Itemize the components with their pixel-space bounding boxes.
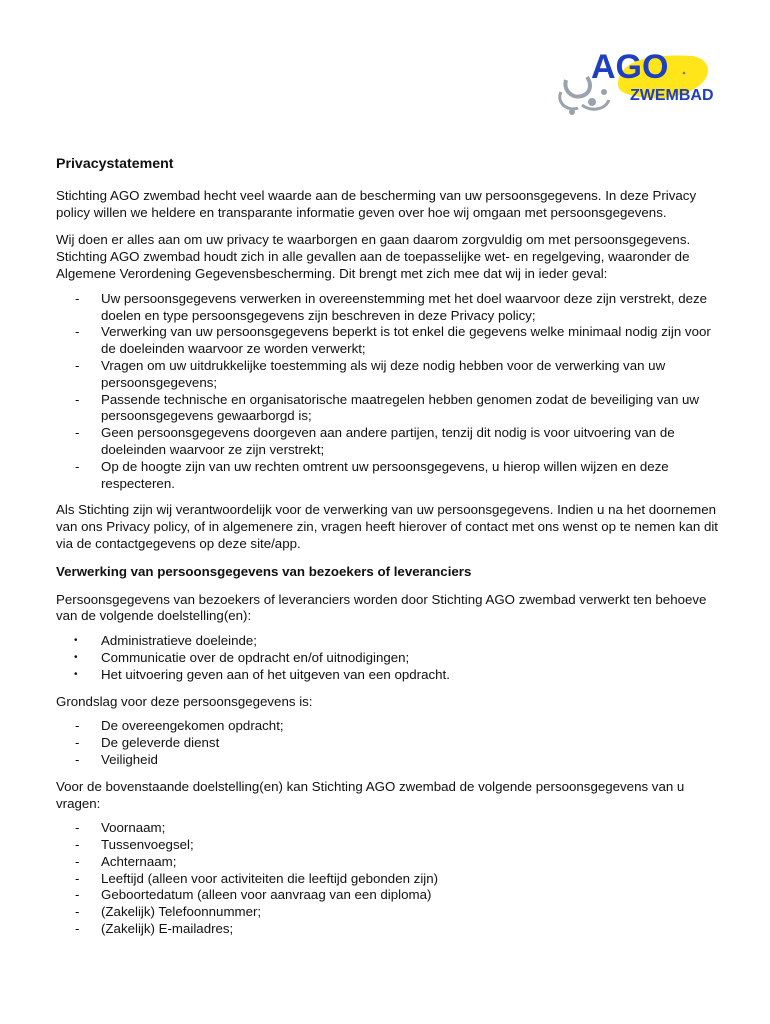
data-intro: Voor de bovenstaande doelstelling(en) kan Stichting AGO zwembad de volgende persoonsgegevens van u vragen: <box>56 778 685 811</box>
logo-secondary-text: ZWEMBAD <box>630 87 714 104</box>
requested-data-text: Achternaam; <box>101 853 177 869</box>
commitment-text: Verwerking van uw persoonsgegevens beperkt is tot enkel die gegevens welke minimaal nodig zijn voor de doeleinden waarvoor ze worden verwerkt; <box>101 324 711 357</box>
purpose-list-item <box>56 650 724 667</box>
requested-data-list-item <box>56 854 724 871</box>
commitment-list-item <box>56 324 724 358</box>
dash-marker: - <box>75 887 80 903</box>
purposes-list <box>56 633 724 683</box>
purpose-text: Communicatie over de opdracht en/of uitnodigingen; <box>101 649 410 665</box>
requested-data-text: (Zakelijk) Telefoonnummer; <box>101 904 262 920</box>
requested-data-list-item <box>56 887 724 904</box>
purpose-list-item <box>56 633 724 650</box>
dash-marker: - <box>75 391 80 407</box>
dash-marker: - <box>75 324 80 340</box>
requested-data-list <box>56 820 724 938</box>
commitment-list-item <box>56 459 724 493</box>
commitment-list-item <box>56 425 724 459</box>
dash-marker: - <box>75 357 80 373</box>
dash-marker: - <box>75 751 80 767</box>
purpose-intro: Persoonsgegevens van bezoekers of leveranciers worden door Stichting AGO zwembad verwerkt ten behoeve van de volgende doelstelling(en): <box>56 591 707 624</box>
dash-marker: - <box>75 425 80 441</box>
requested-data-text: Tussenvoegsel; <box>101 837 194 853</box>
basis-list-item <box>56 718 724 735</box>
dash-marker: - <box>75 458 80 474</box>
intro-paragraph-1: Stichting AGO zwembad hecht veel waarde aan de bescherming van uw persoonsgegevens. In deze Privacy policy willen we heldere en transparante informatie geven over hoe wij omgaan met persoonsgegevens. <box>56 187 697 220</box>
commitment-list-item <box>56 392 724 426</box>
requested-data-text: Voornaam; <box>101 820 166 836</box>
dash-marker: - <box>75 290 80 306</box>
dash-marker: - <box>75 853 80 869</box>
bases-list <box>56 718 724 768</box>
dash-marker: - <box>75 837 80 853</box>
commitments-list <box>56 291 724 493</box>
requested-data-list-item <box>56 871 724 888</box>
ago-zwembad-logo <box>548 44 724 122</box>
privacy-statement-content <box>56 152 724 948</box>
commitment-text: Geen persoonsgegevens doorgeven aan andere partijen, tenzij dit nodig is voor uitvoering van de doeleinden waarvoor ze zijn verstrekt; <box>101 425 675 457</box>
dash-marker: - <box>75 870 80 886</box>
bullet-marker: • <box>74 668 78 680</box>
basis-text: De geleverde dienst <box>101 735 220 751</box>
purpose-list-item <box>56 667 724 684</box>
basis-list-item <box>56 752 724 769</box>
requested-data-list-item <box>56 820 724 837</box>
commitment-list-item <box>56 291 724 325</box>
basis-list-item <box>56 735 724 752</box>
requested-data-text: (Zakelijk) E-mailadres; <box>101 921 234 937</box>
logo-primary-text: AGO <box>591 48 669 86</box>
purpose-text: Administratieve doeleinde; <box>101 633 257 649</box>
bullet-marker: • <box>74 651 78 663</box>
requested-data-list-item <box>56 921 724 938</box>
basis-text: Veiligheid <box>101 751 158 767</box>
dash-marker: - <box>75 904 80 920</box>
dash-marker: - <box>75 820 80 836</box>
requested-data-text: Leeftijd (alleen voor activiteiten die leeftijd gebonden zijn) <box>101 870 439 886</box>
commitment-text: Uw persoonsgegevens verwerken in overeenstemming met het doel waarvoor deze zijn verstrekt, deze doelen en type persoonsgegevens zijn beschreven in deze Privacy policy; <box>101 290 708 323</box>
dash-marker: - <box>75 735 80 751</box>
basis-text: De overeengekomen opdracht; <box>101 718 284 734</box>
basis-intro: Grondslag voor deze persoonsgegevens is: <box>56 693 313 709</box>
section-heading: Verwerking van persoonsgegevens van bezoekers of leveranciers <box>56 563 472 579</box>
bullet-marker: • <box>74 635 78 647</box>
requested-data-text: Geboortedatum (alleen voor aanvraag van een diploma) <box>101 887 432 903</box>
requested-data-list-item <box>56 837 724 854</box>
commitment-text: Vragen om uw uitdrukkelijke toestemming als wij deze nodig hebben voor de verwerking van uw persoonsgegevens; <box>101 357 666 390</box>
commitment-text: Op de hoogte zijn van uw rechten omtrent uw persoonsgegevens, u hierop willen wijzen en deze respecteren. <box>101 458 669 491</box>
page-title: Privacystatement <box>56 156 174 172</box>
dash-marker: - <box>75 718 80 734</box>
intro-paragraph-2: Wij doen er alles aan om uw privacy te waarborgen en gaan daarom zorgvuldig om met persoonsgegevens. Stichting AGO zwembad houdt zich in alle gevallen aan de toepasselijke wet- en regelgeving, waaronder de Algemene Verordening Gegevensbescherming. Dit brengt met zich mee dat wij in ieder geval: <box>56 232 691 281</box>
purpose-text: Het uitvoering geven aan of het uitgeven van een opdracht. <box>101 666 450 682</box>
commitment-list-item <box>56 358 724 392</box>
responsibility-paragraph: Als Stichting zijn wij verantwoordelijk voor de verwerking van uw persoonsgegevens. Indien u na het doornemen van ons Privacy policy, of in algemenere zin, vragen heeft hierover of contact met ons wenst op te nemen kan dit via de contactgegevens op deze site/app. <box>56 502 719 551</box>
dash-marker: - <box>75 921 80 937</box>
requested-data-list-item <box>56 904 724 921</box>
commitment-text: Passende technische en organisatorische maatregelen hebben genomen zodat de beveiliging van uw persoonsgegevens gewaarborgd is; <box>101 391 700 424</box>
